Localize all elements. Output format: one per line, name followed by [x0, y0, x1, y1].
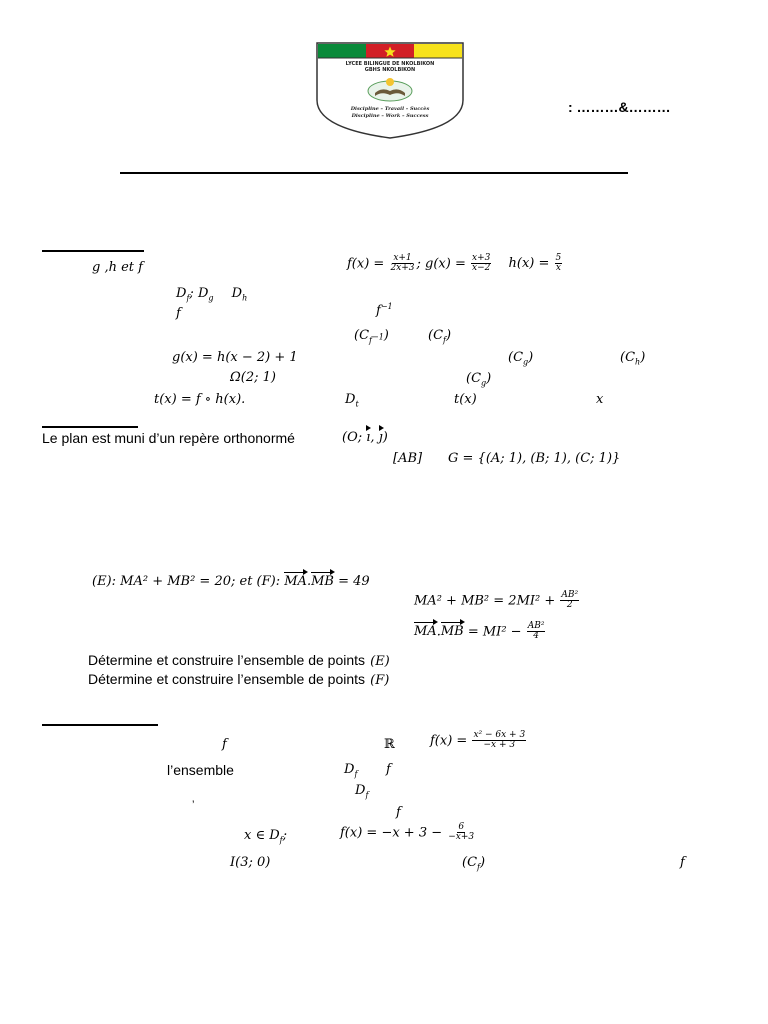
ex3-Df-sub: f	[354, 769, 358, 779]
ex1-curve-g	[508, 351, 533, 367]
ex1-x-variable: x	[596, 392, 604, 407]
ex1-curve-g2-close: )	[486, 371, 492, 386]
ex2-segment: [AB]	[393, 451, 423, 466]
ex1-curve-finv-close: )	[383, 328, 389, 343]
ex3-Cf-close: )	[480, 855, 486, 870]
ex3-Df-2	[355, 784, 368, 800]
ex3-Cf-sub: f	[477, 862, 480, 872]
ex1-g-lhs: ; g(x) =	[416, 256, 466, 272]
crest-school-line2: GBHS NKOLBIKON	[364, 67, 416, 73]
ex1-domains	[176, 287, 247, 303]
ex1-f-inverse-f: f	[376, 303, 381, 319]
ex3-Df	[344, 763, 357, 779]
school-crest	[314, 40, 466, 140]
ex2-q2-set: (F)	[370, 673, 390, 688]
ex3-f-decomposition	[340, 823, 476, 843]
student-names-field: : ………&………	[568, 99, 671, 115]
ex2-id2-vec2: MB	[440, 624, 464, 640]
ex3-f2-lhs: f(x) = −x + 3 −	[340, 825, 443, 841]
ex3-x-in-end: ;	[282, 828, 288, 843]
ex2-frame-i: ı	[366, 430, 371, 445]
ex1-center-omega: Ω(2; 1)	[230, 370, 276, 385]
ex1-curve-f-sub: f	[443, 335, 446, 345]
ex3-Cf-open: (C	[462, 855, 478, 870]
flag-green-band	[318, 44, 366, 58]
ex2-frame	[342, 431, 388, 444]
ex1-curve-f-open: (C	[428, 328, 444, 343]
ex2-q2-text: Détermine et construire l’ensemble de points	[88, 671, 366, 687]
ex1-curve-h	[620, 351, 645, 367]
ex1-Dh: D	[231, 286, 243, 301]
ex3-Df2-D: D	[355, 783, 366, 798]
ex1-h-lhs: h(x) =	[508, 256, 550, 272]
flag-yellow-band	[414, 44, 462, 58]
ex2-frame-sep: ,	[370, 430, 379, 445]
ex2-dot: .	[306, 574, 312, 589]
crest-motto-fr: Discipline – Travail – Succès	[350, 106, 430, 112]
ex3-f-num: x² − 6x + 3	[473, 730, 526, 740]
ex1-functions-definitions	[347, 254, 563, 274]
ex1-g-fraction	[471, 254, 491, 274]
ex3-x-in: x ∈ D	[244, 828, 280, 843]
ex1-curve-f-close: )	[446, 328, 452, 343]
ex2-intro: Le plan est muni d’un repère orthonormé	[42, 430, 295, 446]
ex1-curve-g-close: )	[528, 350, 534, 365]
ex3-reals: ℝ	[384, 737, 395, 752]
ex1-curve-g-open: (C	[508, 350, 524, 365]
sun-icon	[386, 78, 394, 86]
ex3-Df-D: D	[344, 762, 355, 777]
ex2-identity-1	[414, 591, 580, 611]
ex3-f2-fraction	[447, 823, 475, 843]
ex3-f-den: −x + 3	[483, 740, 516, 751]
ex2-id1-lhs: MA² + MB² = 2MI² +	[414, 593, 556, 609]
exercise2-title-underline	[42, 426, 138, 428]
exercise3-title-underline	[42, 724, 158, 726]
ex3-f4: f	[680, 855, 685, 870]
crest-school-line1: LYCEE BILINGUE DE NKOLBIKON	[345, 61, 435, 67]
ex2-frame-j: ȷ	[378, 430, 383, 445]
ex3-Df2-sub: f	[365, 790, 369, 800]
ex2-set-F-rhs: = 49	[333, 574, 370, 589]
ex2-id1-den: 2	[566, 600, 573, 611]
ex2-id2-num: AB²	[527, 621, 545, 631]
ex1-Dt-D: D	[345, 392, 356, 407]
ex3-x-in-Df	[244, 829, 287, 845]
ex2-question-1	[88, 652, 390, 668]
ex2-id1-fraction	[560, 591, 579, 611]
ex1-tx: t(x)	[454, 392, 477, 407]
ex1-curve-finv-open: (C	[354, 328, 370, 343]
ex1-g-relation: g(x) = h(x − 2) + 1	[172, 350, 298, 365]
ex2-vec-MB: MB	[311, 574, 334, 589]
ex2-id2-fraction	[527, 622, 546, 642]
ex3-f: f	[222, 737, 227, 752]
ex1-curve-h-open: (C	[620, 350, 636, 365]
ex1-curve-finv	[354, 329, 389, 345]
ex1-curve-h-sub: h	[635, 357, 641, 367]
ex2-identity-2	[414, 622, 546, 642]
ex3-f-lhs: f(x) =	[430, 733, 468, 749]
header-divider	[120, 172, 628, 174]
ex2-question-2	[88, 671, 389, 687]
ex1-Dh-sub: h	[242, 293, 248, 303]
ex1-curve-g-2	[466, 372, 491, 388]
ex2-id1-num: AB²	[561, 590, 579, 600]
ex3-curve-f	[462, 856, 485, 872]
ex1-g-num: x+3	[472, 253, 491, 263]
ex1-f-inverse	[376, 303, 393, 317]
ex1-Dg-sep: ;	[189, 286, 194, 301]
ex2-frame-open: (O;	[342, 430, 367, 445]
ex3-f2: f	[386, 762, 391, 777]
ex2-id2-dot: .	[436, 624, 441, 640]
exercise1-title-underline	[42, 250, 144, 252]
ex1-curve-g-sub: g	[523, 357, 529, 367]
ex1-curve-f	[428, 329, 451, 345]
ex2-id2-rhs: = MI² −	[463, 624, 522, 640]
ex1-curve-g2-open: (C	[466, 371, 482, 386]
ex2-sets	[92, 575, 370, 588]
ex2-vec-MA: MA	[284, 574, 307, 589]
ex1-Df-sub: f	[186, 293, 190, 303]
ex3-f2-den: −x+3	[448, 832, 475, 843]
ex1-Dt-sub: t	[355, 399, 359, 409]
ex1-g-den: x−2	[472, 263, 491, 274]
ex2-frame-close: )	[382, 430, 388, 445]
ex3-f-fraction	[472, 731, 526, 751]
ex2-id2-vec1: MA	[414, 624, 437, 640]
ex3-ensemble: l’ensemble	[167, 762, 234, 778]
ex2-q1-text: Détermine et construire l’ensemble de points	[88, 652, 366, 668]
ex1-curve-finv-sup: −1	[372, 331, 384, 341]
school-crest-graphic	[314, 40, 466, 140]
ex1-f-lhs: f(x) =	[347, 256, 385, 272]
ex1-Dg: D	[197, 286, 209, 301]
ex1-Dg-sub: g	[208, 293, 214, 303]
ex1-f-num: x+1	[393, 253, 412, 263]
ex3-comma: ’	[192, 799, 195, 811]
ex3-I-point: I(3; 0)	[230, 855, 271, 870]
ex2-q1-set: (E)	[370, 654, 390, 669]
ex1-f-den: 2x+3	[390, 263, 415, 274]
ex1-curve-finv-sub: f	[369, 335, 372, 345]
ex1-Df: D	[176, 286, 187, 301]
ex3-x-in-sub: f	[279, 835, 283, 845]
ex1-t-definition: t(x) = f ∘ h(x).	[154, 392, 246, 407]
ex1-functions-names: g ,h et f	[92, 260, 143, 275]
ex2-id2-den: 4	[533, 631, 539, 642]
ex3-f3: f	[396, 805, 401, 820]
ex1-Dt	[345, 393, 359, 409]
ex1-h-num: 5	[555, 253, 562, 263]
ex1-h-fraction	[555, 254, 563, 274]
ex3-f-definition	[430, 731, 527, 751]
ex3-f2-num: 6	[458, 822, 465, 832]
ex1-curve-g2-sub: g	[481, 378, 487, 388]
crest-motto-en: Discipline – Work – Success	[351, 113, 429, 119]
ex1-f-alone: f	[176, 306, 181, 321]
ex1-f-inverse-sup: −1	[380, 302, 393, 311]
ex2-barycenter: G = {(A; 1), (B; 1), (C; 1)}	[448, 451, 621, 466]
ex1-f-fraction	[389, 254, 415, 274]
ex1-curve-h-close: )	[640, 350, 646, 365]
ex1-h-den: x	[555, 263, 561, 274]
ex2-set-E: (E): MA² + MB² = 20; et (F):	[92, 574, 281, 589]
